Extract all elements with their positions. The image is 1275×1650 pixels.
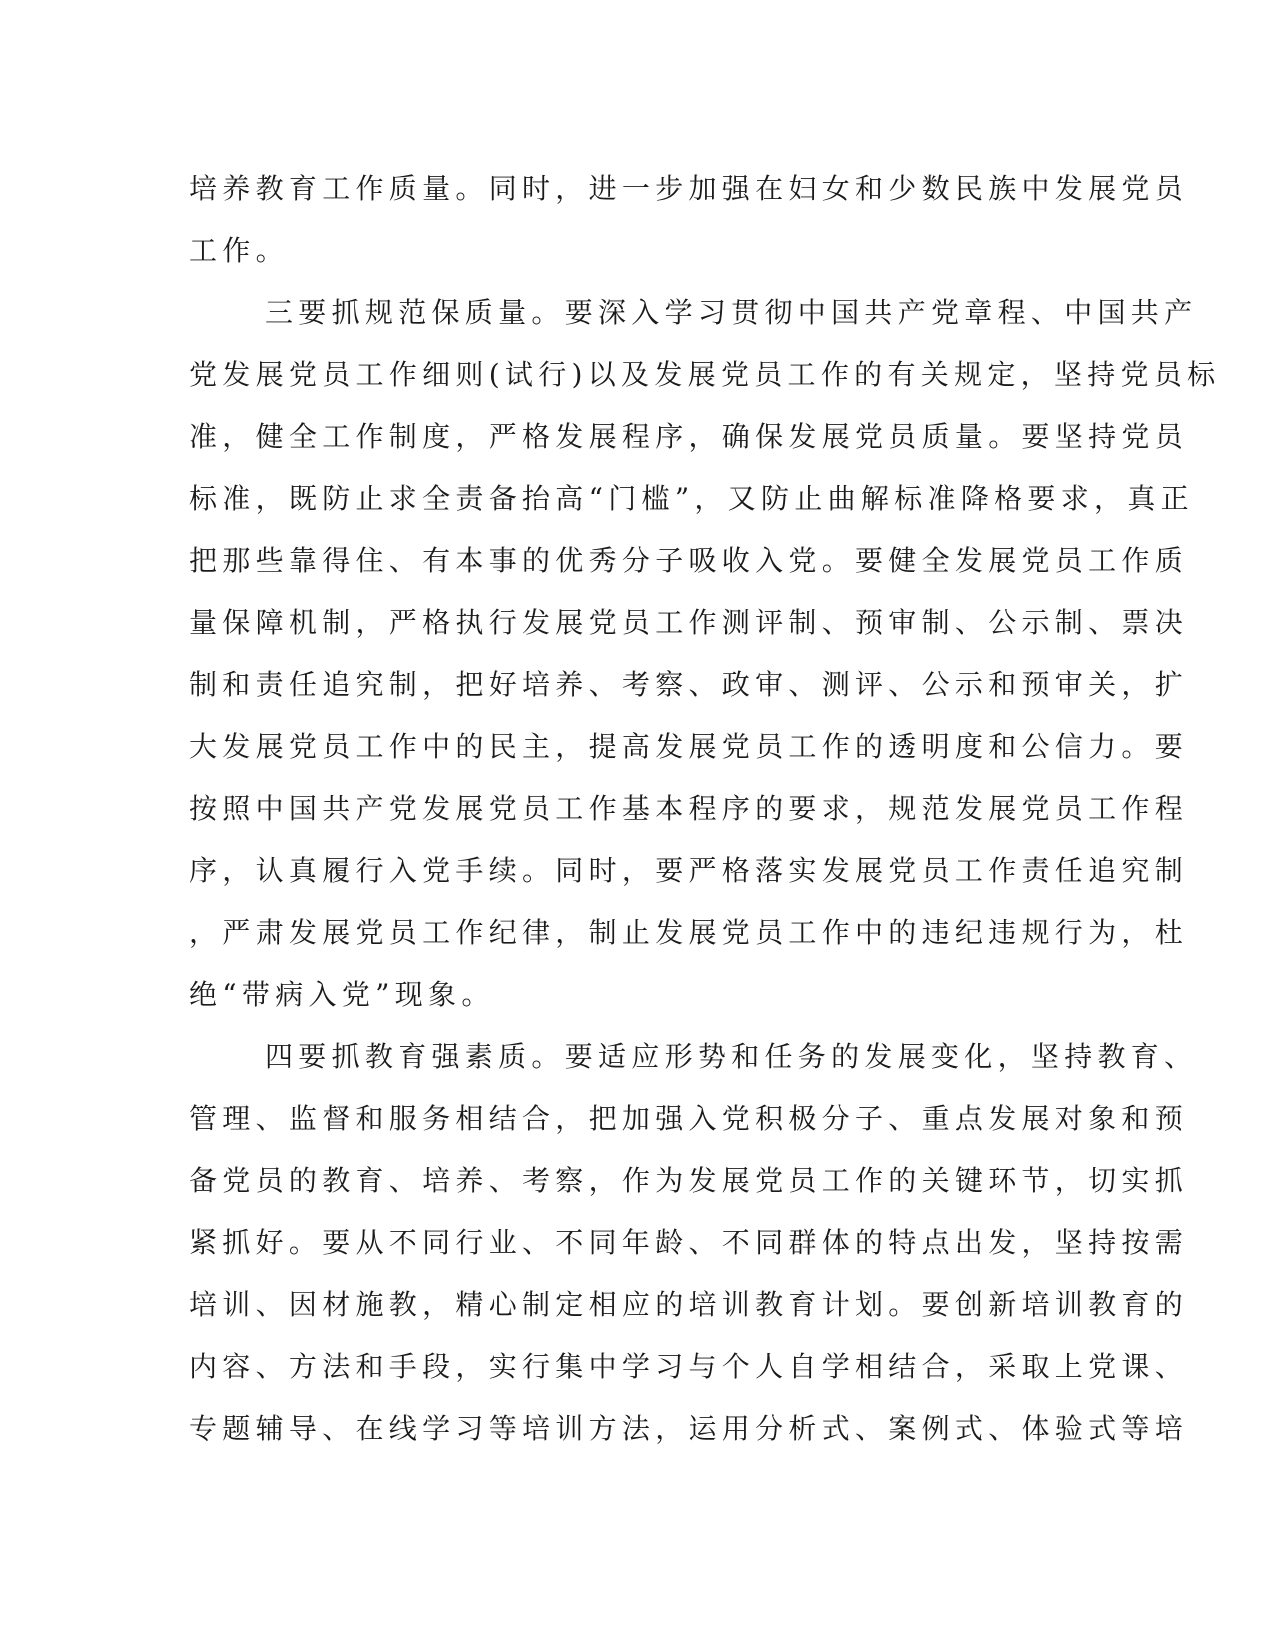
text-line: 制和责任追究制，把好培养、考察、政审、测评、公示和预审关，扩 [189,668,1189,701]
text-line: 培养教育工作质量。同时，进一步加强在妇女和少数民族中发展党员 [189,172,1189,205]
text-line: 标准，既防止求全责备抬高“门槛”，又防止曲解标准降格要求，真正 [189,482,1194,515]
text-line: 管理、监督和服务相结合，把加强入党积极分子、重点发展对象和预 [189,1102,1189,1135]
text-line: 把那些靠得住、有本事的优秀分子吸收入党。要健全发展党员工作质 [189,544,1189,577]
text-line: 专题辅导、在线学习等培训方法，运用分析式、案例式、体验式等培 [189,1412,1189,1445]
text-line: 绝“带病入党”现象。 [189,978,495,1011]
text-line: 紧抓好。要从不同行业、不同年龄、不同群体的特点出发，坚持按需 [189,1226,1189,1259]
text-line: 序，认真履行入党手续。同时，要严格落实发展党员工作责任追究制 [189,854,1189,887]
text-line: ，严肃发展党员工作纪律，制止发展党员工作中的违纪违规行为，杜 [189,916,1189,949]
text-line: 内容、方法和手段，实行集中学习与个人自学相结合，采取上党课、 [189,1350,1189,1383]
text-line: 按照中国共产党发展党员工作基本程序的要求，规范发展党员工作程 [189,792,1189,825]
paragraph-start-line: 三要抓规范保质量。要深入学习贯彻中国共产党章程、中国共产 [265,296,1198,329]
text-line: 备党员的教育、培养、考察，作为发展党员工作的关键环节，切实抓 [189,1164,1189,1197]
text-line: 量保障机制，严格执行发展党员工作测评制、预审制、公示制、票决 [189,606,1189,639]
text-line: 大发展党员工作中的民主，提高发展党员工作的透明度和公信力。要 [189,730,1189,763]
text-line: 工作。 [189,234,289,267]
text-line: 党发展党员工作细则(试行)以及发展党员工作的有关规定，坚持党员标 [189,358,1221,391]
document-body [189,158,1221,1460]
text-line: 准，健全工作制度，严格发展程序，确保发展党员质量。要坚持党员 [189,420,1189,453]
text-line: 培训、因材施教，精心制定相应的培训教育计划。要创新培训教育的 [189,1288,1189,1321]
paragraph-start-line: 四要抓教育强素质。要适应形势和任务的发展变化，坚持教育、 [265,1040,1198,1073]
